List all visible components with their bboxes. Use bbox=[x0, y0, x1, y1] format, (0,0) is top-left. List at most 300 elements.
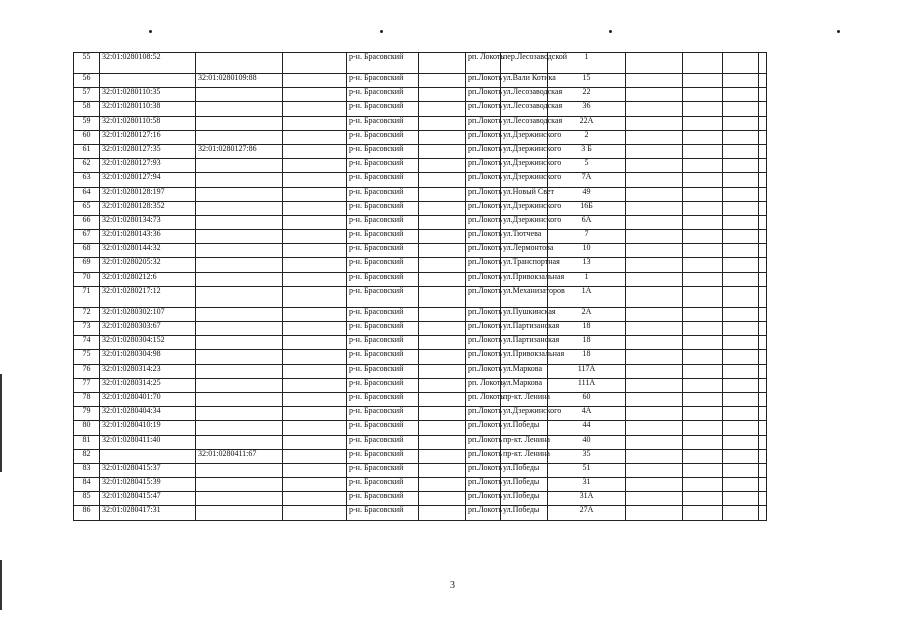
table-row bbox=[74, 378, 767, 392]
empty-cell bbox=[283, 421, 347, 435]
cadastral-number-cell: 32:01:0280415:47 bbox=[100, 492, 196, 506]
district-cell: р-н. Брасовский bbox=[347, 130, 419, 144]
empty-cell bbox=[419, 307, 466, 321]
table-row bbox=[74, 506, 767, 520]
district-cell: р-н. Брасовский bbox=[347, 53, 419, 74]
settlement-cell: рп.Локоть bbox=[466, 116, 501, 130]
empty-cell bbox=[626, 492, 683, 506]
empty-cell bbox=[683, 463, 723, 477]
building-cadastral-number-cell bbox=[196, 435, 283, 449]
district-cell: р-н. Брасовский bbox=[347, 102, 419, 116]
empty-cell bbox=[759, 159, 767, 173]
house-number-cell: 60 bbox=[548, 392, 626, 406]
empty-cell bbox=[283, 286, 347, 307]
row-number-cell: 66 bbox=[74, 215, 100, 229]
table-row bbox=[74, 463, 767, 477]
empty-cell bbox=[283, 159, 347, 173]
table-row bbox=[74, 307, 767, 321]
settlement-cell: рп.Локоть bbox=[466, 102, 501, 116]
empty-cell bbox=[626, 478, 683, 492]
street-cell: ул.Привокзальная bbox=[501, 350, 548, 364]
building-cadastral-number-cell bbox=[196, 336, 283, 350]
settlement-cell: рп.Локоть bbox=[466, 350, 501, 364]
empty-cell bbox=[419, 286, 466, 307]
house-number-cell: 13 bbox=[548, 258, 626, 272]
street-cell: ул.Пушкинская bbox=[501, 307, 548, 321]
settlement-cell: рп.Локоть bbox=[466, 492, 501, 506]
row-number-cell: 75 bbox=[74, 350, 100, 364]
table-row bbox=[74, 215, 767, 229]
empty-cell bbox=[759, 102, 767, 116]
cadastral-number-cell: 32:01:0280144:32 bbox=[100, 244, 196, 258]
empty-cell bbox=[283, 336, 347, 350]
settlement-cell: рп.Локоть bbox=[466, 258, 501, 272]
settlement-cell: рп.Локоть bbox=[466, 463, 501, 477]
empty-cell bbox=[283, 144, 347, 158]
table-row bbox=[74, 407, 767, 421]
street-cell: ул.Победы bbox=[501, 506, 548, 520]
empty-cell bbox=[723, 421, 759, 435]
empty-cell bbox=[419, 244, 466, 258]
empty-cell bbox=[759, 116, 767, 130]
row-number-cell: 74 bbox=[74, 336, 100, 350]
empty-cell bbox=[683, 201, 723, 215]
cadastral-number-cell: 32:01:0280127:35 bbox=[100, 144, 196, 158]
settlement-cell: рп.Локоть bbox=[466, 215, 501, 229]
empty-cell bbox=[683, 144, 723, 158]
table-row bbox=[74, 244, 767, 258]
table-row bbox=[74, 449, 767, 463]
empty-cell bbox=[626, 53, 683, 74]
house-number-cell: 18 bbox=[548, 336, 626, 350]
empty-cell bbox=[759, 74, 767, 88]
empty-cell bbox=[626, 230, 683, 244]
empty-cell bbox=[683, 159, 723, 173]
empty-cell bbox=[626, 102, 683, 116]
empty-cell bbox=[723, 244, 759, 258]
street-cell: ул.Транспортная bbox=[501, 258, 548, 272]
empty-cell bbox=[759, 173, 767, 187]
empty-cell bbox=[723, 286, 759, 307]
building-cadastral-number-cell bbox=[196, 478, 283, 492]
empty-cell bbox=[759, 463, 767, 477]
house-number-cell: 18 bbox=[548, 322, 626, 336]
empty-cell bbox=[283, 215, 347, 229]
street-cell: ул.Маркова bbox=[501, 378, 548, 392]
street-cell: пр-кт. Ленина bbox=[501, 435, 548, 449]
empty-cell bbox=[723, 407, 759, 421]
empty-cell bbox=[283, 272, 347, 286]
house-number-cell: 7А bbox=[548, 173, 626, 187]
row-number-cell: 79 bbox=[74, 407, 100, 421]
house-number-cell: 27А bbox=[548, 506, 626, 520]
empty-cell bbox=[419, 187, 466, 201]
district-cell: р-н. Брасовский bbox=[347, 88, 419, 102]
table-row bbox=[74, 258, 767, 272]
empty-cell bbox=[683, 364, 723, 378]
empty-cell bbox=[723, 201, 759, 215]
empty-cell bbox=[283, 116, 347, 130]
empty-cell bbox=[419, 463, 466, 477]
empty-cell bbox=[283, 244, 347, 258]
empty-cell bbox=[759, 435, 767, 449]
empty-cell bbox=[419, 364, 466, 378]
row-number-cell: 63 bbox=[74, 173, 100, 187]
empty-cell bbox=[683, 449, 723, 463]
empty-cell bbox=[283, 130, 347, 144]
district-cell: р-н. Брасовский bbox=[347, 173, 419, 187]
district-cell: р-н. Брасовский bbox=[347, 144, 419, 158]
street-cell: ул.Победы bbox=[501, 463, 548, 477]
street-cell: ул.Вали Котика bbox=[501, 74, 548, 88]
house-number-cell: 44 bbox=[548, 421, 626, 435]
row-number-cell: 72 bbox=[74, 307, 100, 321]
empty-cell bbox=[626, 435, 683, 449]
empty-cell bbox=[683, 478, 723, 492]
empty-cell bbox=[283, 322, 347, 336]
street-cell: ул.Дзержинского bbox=[501, 201, 548, 215]
building-cadastral-number-cell bbox=[196, 88, 283, 102]
empty-cell bbox=[283, 88, 347, 102]
empty-cell bbox=[419, 74, 466, 88]
building-cadastral-number-cell bbox=[196, 159, 283, 173]
empty-cell bbox=[759, 449, 767, 463]
street-cell: ул.Лесозаводская bbox=[501, 116, 548, 130]
empty-cell bbox=[683, 492, 723, 506]
row-number-cell: 57 bbox=[74, 88, 100, 102]
building-cadastral-number-cell bbox=[196, 392, 283, 406]
empty-cell bbox=[283, 230, 347, 244]
street-cell: ул.Дзержинского bbox=[501, 144, 548, 158]
empty-cell bbox=[723, 272, 759, 286]
settlement-cell: рп.Локоть bbox=[466, 201, 501, 215]
district-cell: р-н. Брасовский bbox=[347, 506, 419, 520]
empty-cell bbox=[723, 102, 759, 116]
settlement-cell: рп.Локоть bbox=[466, 421, 501, 435]
empty-cell bbox=[723, 215, 759, 229]
empty-cell bbox=[759, 322, 767, 336]
row-number-cell: 60 bbox=[74, 130, 100, 144]
empty-cell bbox=[626, 421, 683, 435]
settlement-cell: рп.Локоть bbox=[466, 244, 501, 258]
settlement-cell: рп.Локоть bbox=[466, 173, 501, 187]
scan-dot bbox=[149, 30, 152, 33]
empty-cell bbox=[419, 144, 466, 158]
street-cell: пр-кт. Ленина bbox=[501, 449, 548, 463]
district-cell: р-н. Брасовский bbox=[347, 350, 419, 364]
empty-cell bbox=[626, 307, 683, 321]
table-row bbox=[74, 187, 767, 201]
house-number-cell: 1 bbox=[548, 53, 626, 74]
settlement-cell: рп.Локоть bbox=[466, 187, 501, 201]
row-number-cell: 68 bbox=[74, 244, 100, 258]
cadastral-number-cell: 32:01:0280410:19 bbox=[100, 421, 196, 435]
empty-cell bbox=[283, 173, 347, 187]
district-cell: р-н. Брасовский bbox=[347, 159, 419, 173]
empty-cell bbox=[626, 364, 683, 378]
empty-cell bbox=[419, 215, 466, 229]
empty-cell bbox=[723, 322, 759, 336]
empty-cell bbox=[626, 159, 683, 173]
empty-cell bbox=[626, 258, 683, 272]
empty-cell bbox=[683, 407, 723, 421]
building-cadastral-number-cell bbox=[196, 407, 283, 421]
district-cell: р-н. Брасовский bbox=[347, 449, 419, 463]
empty-cell bbox=[683, 307, 723, 321]
empty-cell bbox=[759, 421, 767, 435]
table-row bbox=[74, 492, 767, 506]
empty-cell bbox=[723, 187, 759, 201]
street-cell: ул.Тютчева bbox=[501, 230, 548, 244]
empty-cell bbox=[683, 258, 723, 272]
street-cell: ул.Партизанская bbox=[501, 336, 548, 350]
empty-cell bbox=[723, 506, 759, 520]
table-row bbox=[74, 286, 767, 307]
empty-cell bbox=[419, 392, 466, 406]
house-number-cell: 31 bbox=[548, 478, 626, 492]
empty-cell bbox=[626, 463, 683, 477]
cadastral-number-cell: 32:01:0280415:37 bbox=[100, 463, 196, 477]
house-number-cell: 22А bbox=[548, 116, 626, 130]
house-number-cell: 2А bbox=[548, 307, 626, 321]
street-cell: ул.Партизанская bbox=[501, 322, 548, 336]
settlement-cell: рп.Локоть bbox=[466, 407, 501, 421]
scan-edge-mark bbox=[0, 374, 2, 472]
empty-cell bbox=[683, 336, 723, 350]
empty-cell bbox=[283, 492, 347, 506]
empty-cell bbox=[683, 53, 723, 74]
house-number-cell: 40 bbox=[548, 435, 626, 449]
house-number-cell: 6А bbox=[548, 215, 626, 229]
building-cadastral-number-cell bbox=[196, 492, 283, 506]
district-cell: р-н. Брасовский bbox=[347, 435, 419, 449]
empty-cell bbox=[759, 492, 767, 506]
empty-cell bbox=[419, 130, 466, 144]
empty-cell bbox=[419, 230, 466, 244]
table-row bbox=[74, 421, 767, 435]
empty-cell bbox=[723, 116, 759, 130]
empty-cell bbox=[759, 350, 767, 364]
row-number-cell: 64 bbox=[74, 187, 100, 201]
building-cadastral-number-cell bbox=[196, 364, 283, 378]
settlement-cell: рп.Локоть bbox=[466, 159, 501, 173]
building-cadastral-number-cell bbox=[196, 506, 283, 520]
empty-cell bbox=[419, 407, 466, 421]
settlement-cell: рп.Локоть bbox=[466, 144, 501, 158]
empty-cell bbox=[626, 130, 683, 144]
building-cadastral-number-cell bbox=[196, 201, 283, 215]
settlement-cell: рп. Локоть bbox=[466, 53, 501, 74]
table-row bbox=[74, 102, 767, 116]
empty-cell bbox=[723, 449, 759, 463]
building-cadastral-number-cell: 32:01:0280411:67 bbox=[196, 449, 283, 463]
house-number-cell: 1А bbox=[548, 286, 626, 307]
empty-cell bbox=[626, 144, 683, 158]
cadastral-number-cell: 32:01:0280128:352 bbox=[100, 201, 196, 215]
district-cell: р-н. Брасовский bbox=[347, 244, 419, 258]
empty-cell bbox=[723, 88, 759, 102]
row-number-cell: 83 bbox=[74, 463, 100, 477]
house-number-cell: 15 bbox=[548, 74, 626, 88]
empty-cell bbox=[419, 116, 466, 130]
house-number-cell: 7 bbox=[548, 230, 626, 244]
row-number-cell: 56 bbox=[74, 74, 100, 88]
table-row bbox=[74, 201, 767, 215]
district-cell: р-н. Брасовский bbox=[347, 378, 419, 392]
settlement-cell: рп.Локоть bbox=[466, 130, 501, 144]
row-number-cell: 61 bbox=[74, 144, 100, 158]
cadastral-number-cell: 32:01:0280411:40 bbox=[100, 435, 196, 449]
empty-cell bbox=[626, 74, 683, 88]
empty-cell bbox=[626, 116, 683, 130]
cadastral-number-cell: 32:01:0280110:58 bbox=[100, 116, 196, 130]
empty-cell bbox=[419, 336, 466, 350]
empty-cell bbox=[759, 201, 767, 215]
empty-cell bbox=[683, 230, 723, 244]
building-cadastral-number-cell bbox=[196, 322, 283, 336]
street-cell: ул.Дзержинского bbox=[501, 215, 548, 229]
empty-cell bbox=[283, 506, 347, 520]
empty-cell bbox=[683, 215, 723, 229]
cadastral-number-cell: 32:01:0280302:107 bbox=[100, 307, 196, 321]
district-cell: р-н. Брасовский bbox=[347, 215, 419, 229]
table-row bbox=[74, 159, 767, 173]
empty-cell bbox=[759, 88, 767, 102]
table-row bbox=[74, 272, 767, 286]
district-cell: р-н. Брасовский bbox=[347, 286, 419, 307]
table-row bbox=[74, 88, 767, 102]
empty-cell bbox=[626, 449, 683, 463]
empty-cell bbox=[683, 350, 723, 364]
empty-cell bbox=[759, 53, 767, 74]
cadastral-number-cell: 32:01:0280304:98 bbox=[100, 350, 196, 364]
cadastral-number-cell: 32:01:0280401:70 bbox=[100, 392, 196, 406]
cadastral-number-cell: 32:01:0280217:12 bbox=[100, 286, 196, 307]
empty-cell bbox=[283, 392, 347, 406]
table-row bbox=[74, 53, 767, 74]
district-cell: р-н. Брасовский bbox=[347, 116, 419, 130]
empty-cell bbox=[683, 173, 723, 187]
cadastral-number-cell: 32:01:0280404:34 bbox=[100, 407, 196, 421]
empty-cell bbox=[723, 478, 759, 492]
cadastral-number-cell bbox=[100, 449, 196, 463]
empty-cell bbox=[759, 478, 767, 492]
building-cadastral-number-cell bbox=[196, 53, 283, 74]
settlement-cell: рп.Локоть bbox=[466, 435, 501, 449]
empty-cell bbox=[759, 272, 767, 286]
empty-cell bbox=[283, 187, 347, 201]
empty-cell bbox=[723, 435, 759, 449]
cadastral-number-cell: 32:01:0280110:38 bbox=[100, 102, 196, 116]
house-number-cell: 111А bbox=[548, 378, 626, 392]
empty-cell bbox=[283, 407, 347, 421]
empty-cell bbox=[683, 244, 723, 258]
house-number-cell: 22 bbox=[548, 88, 626, 102]
cadastral-number-cell: 32:01:0280205:32 bbox=[100, 258, 196, 272]
empty-cell bbox=[419, 88, 466, 102]
street-cell: ул.Маркова bbox=[501, 364, 548, 378]
empty-cell bbox=[759, 336, 767, 350]
table-row bbox=[74, 435, 767, 449]
district-cell: р-н. Брасовский bbox=[347, 74, 419, 88]
empty-cell bbox=[683, 116, 723, 130]
building-cadastral-number-cell bbox=[196, 272, 283, 286]
empty-cell bbox=[283, 350, 347, 364]
building-cadastral-number-cell bbox=[196, 173, 283, 187]
cadastral-number-cell: 32:01:0280134:73 bbox=[100, 215, 196, 229]
house-number-cell: 51 bbox=[548, 463, 626, 477]
empty-cell bbox=[419, 492, 466, 506]
row-number-cell: 73 bbox=[74, 322, 100, 336]
empty-cell bbox=[683, 322, 723, 336]
district-cell: р-н. Брасовский bbox=[347, 364, 419, 378]
table-row bbox=[74, 478, 767, 492]
row-number-cell: 84 bbox=[74, 478, 100, 492]
scan-dot bbox=[837, 30, 840, 33]
settlement-cell: рп.Локоть bbox=[466, 307, 501, 321]
empty-cell bbox=[683, 74, 723, 88]
empty-cell bbox=[283, 463, 347, 477]
street-cell: пер.Лесозаводской bbox=[501, 53, 548, 74]
row-number-cell: 76 bbox=[74, 364, 100, 378]
street-cell: ул.Лесозаводская bbox=[501, 102, 548, 116]
row-number-cell: 58 bbox=[74, 102, 100, 116]
settlement-cell: рп.Локоть bbox=[466, 272, 501, 286]
empty-cell bbox=[759, 130, 767, 144]
district-cell: р-н. Брасовский bbox=[347, 230, 419, 244]
row-number-cell: 81 bbox=[74, 435, 100, 449]
empty-cell bbox=[626, 244, 683, 258]
empty-cell bbox=[683, 286, 723, 307]
empty-cell bbox=[419, 449, 466, 463]
house-number-cell: 2 bbox=[548, 130, 626, 144]
empty-cell bbox=[723, 130, 759, 144]
settlement-cell: рп. Локоть bbox=[466, 392, 501, 406]
table-row bbox=[74, 392, 767, 406]
scan-dot bbox=[380, 30, 383, 33]
settlement-cell: рп.Локоть bbox=[466, 88, 501, 102]
empty-cell bbox=[283, 378, 347, 392]
settlement-cell: рп. Локоть bbox=[466, 378, 501, 392]
empty-cell bbox=[683, 435, 723, 449]
cadastral-number-cell: 32:01:0280127:16 bbox=[100, 130, 196, 144]
building-cadastral-number-cell bbox=[196, 307, 283, 321]
empty-cell bbox=[723, 350, 759, 364]
empty-cell bbox=[419, 159, 466, 173]
settlement-cell: рп.Локоть bbox=[466, 322, 501, 336]
house-number-cell: 16Б bbox=[548, 201, 626, 215]
empty-cell bbox=[419, 201, 466, 215]
house-number-cell: 36 bbox=[548, 102, 626, 116]
empty-cell bbox=[723, 364, 759, 378]
empty-cell bbox=[759, 378, 767, 392]
page-number: 3 bbox=[450, 580, 455, 591]
empty-cell bbox=[626, 88, 683, 102]
street-cell: пр-кт. Ленина bbox=[501, 392, 548, 406]
empty-cell bbox=[419, 272, 466, 286]
empty-cell bbox=[626, 322, 683, 336]
row-number-cell: 86 bbox=[74, 506, 100, 520]
table-row bbox=[74, 116, 767, 130]
row-number-cell: 70 bbox=[74, 272, 100, 286]
empty-cell bbox=[626, 350, 683, 364]
empty-cell bbox=[723, 392, 759, 406]
house-number-cell: 18 bbox=[548, 350, 626, 364]
empty-cell bbox=[759, 392, 767, 406]
table-row bbox=[74, 350, 767, 364]
empty-cell bbox=[723, 492, 759, 506]
empty-cell bbox=[626, 407, 683, 421]
